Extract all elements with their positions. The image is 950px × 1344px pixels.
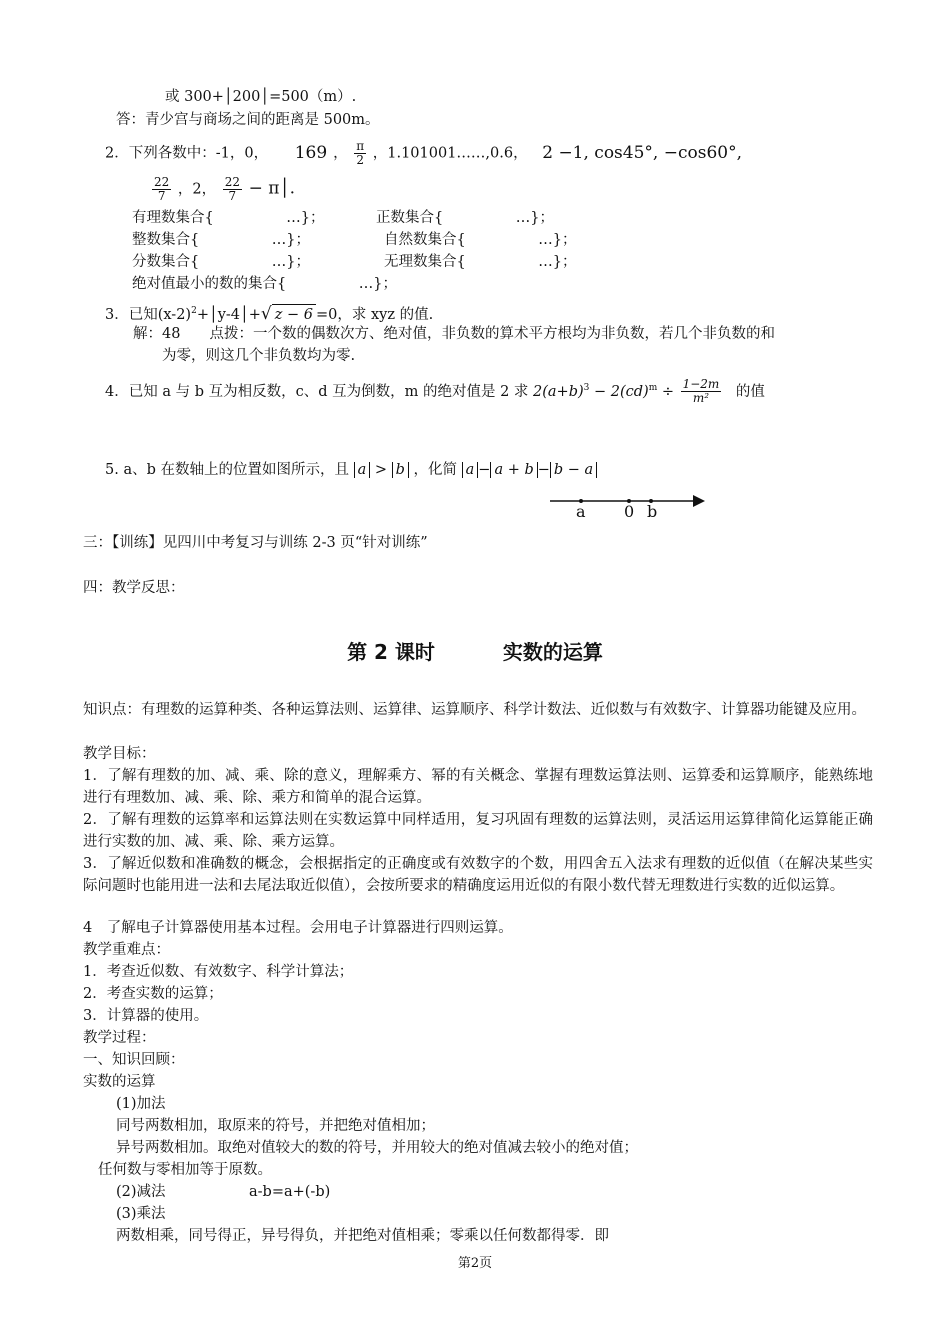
q4-exp2: m [648, 383, 658, 393]
q2-sqrt169: 169 [294, 142, 328, 163]
q5-abs-a: a [354, 462, 371, 478]
label-b: b [647, 502, 658, 521]
q5-mid: ，化简 [413, 462, 458, 478]
q2-tail: − π│. [248, 178, 296, 199]
page-number: 第2页 [457, 1256, 493, 1271]
q4-fraction [681, 378, 722, 405]
question-2-cont [150, 176, 295, 203]
set-rational: 有理数集合{ …}； [132, 210, 325, 226]
knowledge-points: 知识点：有理数的运算种类、各种运算法则、运算律、运算顺序、科学计数法、近似数与有效数字、计算器功能键及应用。 [83, 702, 866, 718]
process-heading: 教学过程： [83, 1030, 156, 1046]
real-ops-heading: 实数的运算 [83, 1074, 156, 1090]
multiplication-rule: 两数相乘，同号得正，异号得负，并把绝对值相乘；零乘以任何数都得零．即 [116, 1228, 609, 1244]
q5-abs-b: b [392, 462, 409, 478]
question-4 [105, 378, 765, 405]
q2-rest: 2 −1, cos45°, −cos60°, [542, 142, 742, 163]
q2-f2-den: 7 [228, 189, 237, 203]
key-point-2: 2．考查实数的运算； [83, 986, 223, 1002]
q2-mid2: ，2， [177, 181, 217, 198]
set-positive: 正数集合{ …}； [376, 210, 554, 226]
set-fraction: 分数集合{ …}； [132, 254, 310, 270]
title-part1: 第 2 课时 [347, 640, 435, 664]
q3-solution-2: 为零，则这几个非负数均为零. [162, 348, 356, 364]
addition-rule-3: 任何数与零相加等于原数。 [98, 1162, 272, 1178]
q2-fraction-2 [223, 176, 242, 203]
subtraction-rule: a-b=a+(-b) [249, 1184, 331, 1200]
goal-4: 4 了解电子计算器使用基本过程。会用电子计算器进行四则运算。 [83, 920, 513, 936]
q3-post: =0，求 xyz 的值. [315, 306, 434, 323]
goal-2: 2．了解有理数的运算率和运算法则在实数运算中同样适用，复习巩固有理数的运算法则，灵活运用运算律简化运算能正确进行实数的加、减、乘、除、乘方运算。 [83, 812, 873, 850]
q2-mid: ，1.101001……,0.6， [372, 145, 528, 162]
q3-mid: +│y-4│+ [196, 306, 261, 323]
set-integer: 整数集合{ …}； [132, 232, 310, 248]
goal-1: 1．了解有理数的加、减、乘、除的意义，理解乘方、幂的有关概念、掌握有理数运算法则、运算委和运算顺序，能熟练地进行有理数加、减、乘、除、乘方和简单的混合运算。 [83, 768, 873, 806]
q4-f-num: 1−2m [682, 377, 720, 392]
q5-expr-1: a [462, 462, 479, 478]
q2-pi-fraction [354, 140, 366, 167]
q3-pre: 3．已知(x-2) [105, 306, 192, 323]
number-line-arrow [693, 495, 705, 507]
q5-expr-3: b − a [550, 462, 597, 478]
set-min-abs: 绝对值最小的数的集合{ …}； [132, 276, 397, 292]
lesson-title [0, 636, 950, 665]
q2-fraction-1 [152, 176, 171, 203]
answer-line: 答：青少宫与商场之间的距离是 500m。 [116, 112, 380, 128]
review-heading: 一、知识回顾： [83, 1052, 185, 1068]
key-point-1: 1．考查近似数、有效数字、科学计算法； [83, 964, 354, 980]
q2-pi-num: π [356, 139, 365, 153]
key-points-heading: 教学重难点： [83, 942, 170, 958]
q4-post: 的值 [735, 383, 765, 400]
key-point-3: 3．计算器的使用。 [83, 1008, 209, 1024]
section-3: 三：【训练】见四川中考复习与训练 2-3 页“针对训练” [83, 535, 428, 551]
q4-pre: 4．已知 a 与 b 互为相反数，c、d 互为倒数，m 的绝对值是 2 求 [105, 383, 529, 400]
goal-3: 3．了解近似数和准确数的概念，会根据指定的正确度或有效数字的个数，用四舍五入法求有理数的近似值（在解决某些实际问题时也能用进一法和去尾法取近似值），会按所要求的精确度运用近似的有限小数代替无理数进行实数的近似运算。 [83, 856, 873, 894]
addition-heading: (1)加法 [116, 1096, 166, 1112]
q4-expr: 2(a+b) [533, 383, 584, 400]
q4-div: ÷ [661, 383, 674, 400]
q3-solution-1: 解：48 点拨：一个数的偶数次方、绝对值，非负数的算术平方根均为非负数，若几个非负数的和 [133, 326, 775, 342]
q5-pre: 5. a、b 在数轴上的位置如图所示，且 [105, 462, 349, 478]
q4-expr2: − 2(cd) [593, 383, 649, 400]
goals-heading: 教学目标： [83, 746, 156, 762]
title-part2: 实数的运算 [502, 640, 603, 664]
q4-f-den: m² [692, 391, 710, 406]
q2-f1-num: 22 [154, 175, 170, 189]
q2-f2-num: 22 [224, 175, 241, 189]
q3-sup: 2 [191, 306, 197, 316]
q5-expr-2: a + b [490, 462, 537, 478]
section-4: 四：教学反思： [83, 580, 185, 596]
q2-prefix: 2．下列各数中：-1，0， [105, 145, 269, 162]
q2-pi-den: 2 [356, 153, 365, 167]
text-line: 或 300+│200│=500（m）. [165, 89, 357, 105]
q5-gt: > [374, 462, 388, 478]
label-0: 0 [624, 502, 635, 521]
q4-exp1: 3 [583, 383, 590, 393]
addition-rule-1: 同号两数相加，取原来的符号，并把绝对值相加； [116, 1118, 435, 1134]
addition-rule-2: 异号两数相加。取绝对值较大的数的符号，并用较大的绝对值减去较小的绝对值； [116, 1140, 638, 1156]
label-a: a [576, 502, 586, 521]
set-irrational: 无理数集合{ …}； [384, 254, 577, 270]
set-natural: 自然数集合{ …}； [384, 232, 577, 248]
multiplication-heading: (3)乘法 [116, 1206, 166, 1222]
q3-root: z − 6 [272, 304, 316, 325]
question-2: 2．下列各数中：-1，0， 169 ， $\frac{\pi}{2}$ ，1.101001……,0.6， 2 −1, cos45°, −cos60°, [105, 139, 742, 167]
q2-f1-den: 7 [157, 189, 166, 203]
question-5: 5. a、b 在数轴上的位置如图所示，且 a > b ，化简 a − a + b − b − a [105, 460, 597, 480]
subtraction-heading: (2)减法 [116, 1184, 166, 1200]
question-3: 3．已知$(x-2)^2+│y-4│+√$ z − 6 =0，求 xyz 的值. [105, 303, 434, 324]
